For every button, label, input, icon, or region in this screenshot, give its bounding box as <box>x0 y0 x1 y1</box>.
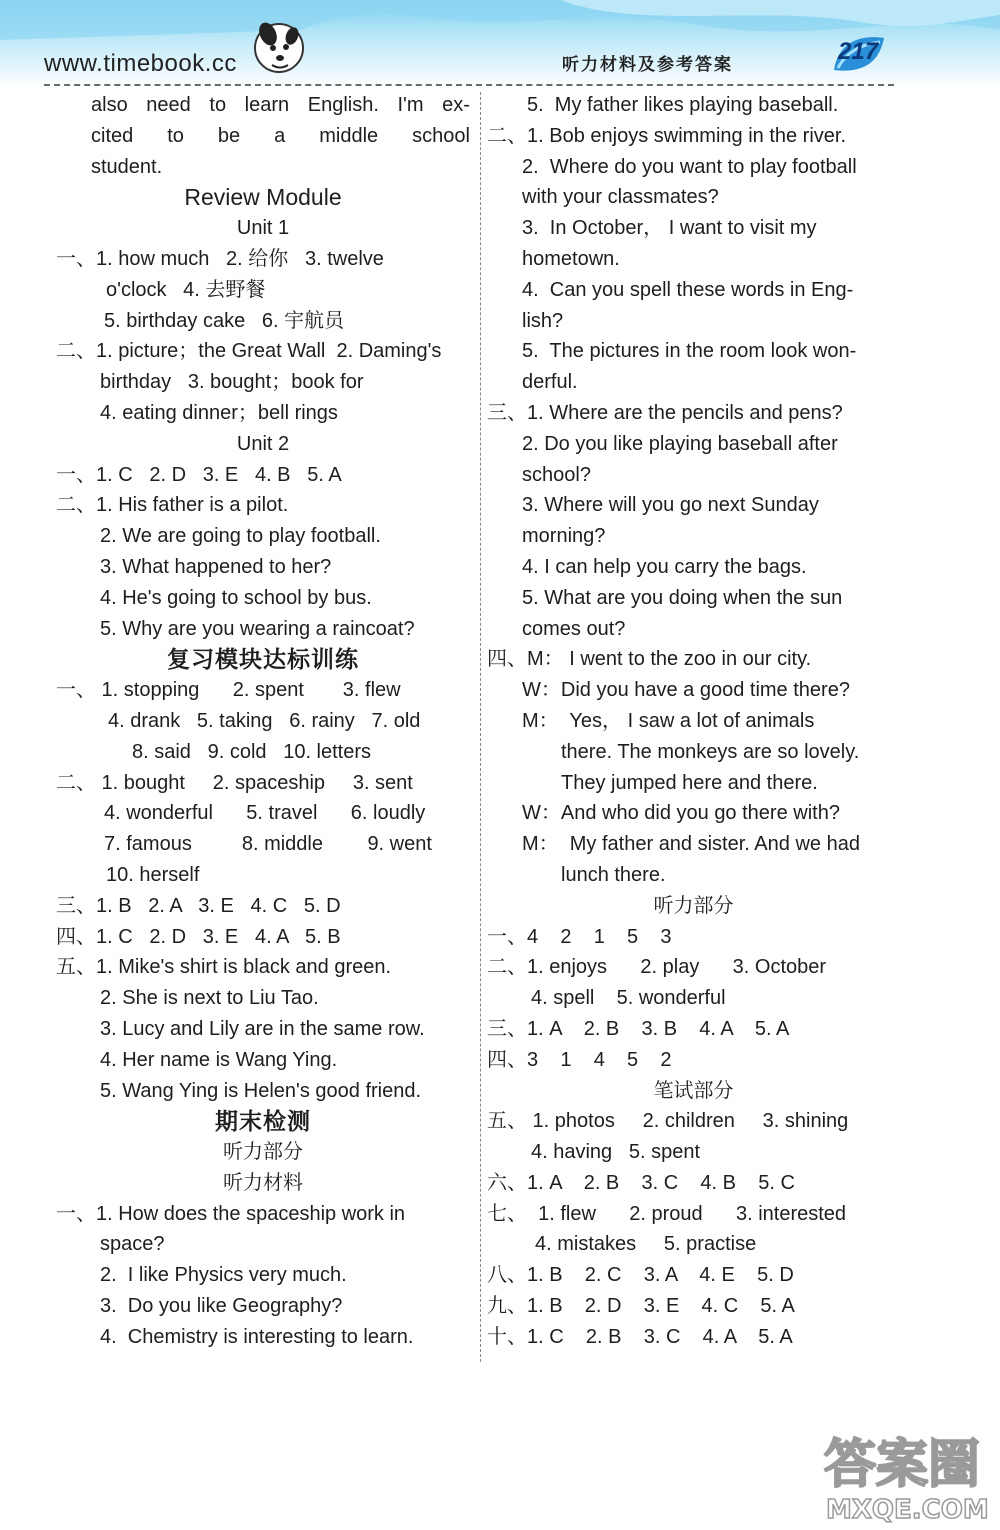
answer-line: 2. I like Physics very much. <box>100 1264 347 1287</box>
text-line: 二、1. Bob enjoys swimming in the river. <box>487 124 847 147</box>
text-line: lish? <box>522 309 564 332</box>
unit1-label: Unit 1 <box>236 217 290 240</box>
answer-line: 4. He's going to school by bus. <box>100 586 372 609</box>
text-line: student. <box>91 155 163 178</box>
header-divider <box>44 84 894 86</box>
answer-line: 8. said 9. cold 10. letters <box>132 740 372 763</box>
text-line: also need to learn English. I'm ex- <box>91 94 470 116</box>
text-line: 5. My father likes playing baseball. <box>527 94 839 116</box>
answer-line: 二、 1. bought 2. spaceship 3. sent <box>56 771 413 794</box>
text-line: M： Yes， I saw a lot of animals <box>522 709 815 732</box>
answer-line: birthday 3. bought；book for <box>100 371 364 394</box>
listening-part-label: 听力部分 <box>223 1141 303 1164</box>
answer-line: 4. wonderful 5. travel 6. loudly <box>104 802 426 825</box>
answer-line: 三、1. B 2. A 3. E 4. C 5. D <box>56 894 341 917</box>
answer-line: 4. mistakes 5. practise <box>535 1233 757 1256</box>
answer-line: 四、1. C 2. D 3. E 4. A 5. B <box>56 925 341 948</box>
answer-line: 4. having 5. spent <box>531 1141 701 1164</box>
answer-line: 一、 1. stopping 2. spent 3. flew <box>56 679 401 702</box>
answer-line: 八、1. B 2. C 3. A 4. E 5. D <box>487 1264 794 1287</box>
answer-line: 三、1. A 2. B 3. B 4. A 5. A <box>487 1017 790 1040</box>
answer-line: 二、1. His father is a pilot. <box>56 494 289 517</box>
text-line: They jumped here and there. <box>561 771 818 794</box>
answer-line: 四、3 1 4 5 2 <box>487 1048 672 1071</box>
answer-line: 一、1. how much 2. 给你 3. twelve <box>56 247 384 270</box>
text-line: M： My father and sister. And we had <box>522 833 860 856</box>
answer-line: 3. Do you like Geography? <box>100 1295 343 1318</box>
text-line: 4. Can you spell these words in Eng- <box>522 278 854 301</box>
written-part-label: 笔试部分 <box>653 1079 734 1102</box>
text-line: derful. <box>522 371 578 394</box>
answer-line: 2. She is next to Liu Tao. <box>100 987 319 1010</box>
right-column <box>487 90 900 1353</box>
section-label: 听力材料及参考答案 <box>562 55 733 74</box>
answer-line: 五、 1. photos 2. children 3. shining <box>487 1110 849 1133</box>
site-url: www.timebook.cc <box>44 50 237 77</box>
answer-line: 4. Her name is Wang Ying. <box>100 1048 338 1071</box>
answer-line: 4. spell 5. wonderful <box>531 987 726 1010</box>
answer-line: 3. What happened to her? <box>100 555 332 578</box>
answer-line: space? <box>100 1233 165 1256</box>
text-line: comes out? <box>522 617 626 640</box>
review-module-title: Review Module <box>184 184 342 211</box>
answer-line: 3. Lucy and Lily are in the same row. <box>100 1017 425 1040</box>
page-header <box>0 0 1000 88</box>
text-line: 3. In October， I want to visit my <box>522 217 817 240</box>
text-line: 4. I can help you carry the bags. <box>522 555 807 578</box>
watermark-text: 答案圈 <box>824 1435 981 1495</box>
text-line: W：Did you have a good time there? <box>522 679 850 702</box>
answer-line: 一、1. C 2. D 3. E 4. B 5. A <box>56 463 342 486</box>
text-line: 5. The pictures in the room look won- <box>522 340 857 363</box>
text-line: morning? <box>522 525 606 548</box>
answer-line: 五、1. Mike's shirt is black and green. <box>56 956 392 979</box>
answer-line: 十、1. C 2. B 3. C 4. A 5. A <box>487 1325 793 1348</box>
unit2-label: Unit 2 <box>236 432 290 455</box>
text-line: hometown. <box>522 247 620 270</box>
answer-line: 5. Why are you wearing a raincoat? <box>100 617 415 640</box>
text-line: there. The monkeys are so lovely. <box>561 740 860 763</box>
left-column <box>56 90 470 1353</box>
answer-line: 4. drank 5. taking 6. rainy 7. old <box>108 709 421 732</box>
answer-line: 二、1. enjoys 2. play 3. October <box>487 956 827 979</box>
dog-mascot-icon <box>246 18 312 80</box>
text-line: 四、M： I went to the zoo in our city. <box>487 648 812 671</box>
listening-material-label: 听力材料 <box>223 1171 303 1194</box>
training-title: 复习模块达标训练 <box>167 646 359 673</box>
answer-line: 一、1. How does the spaceship work in <box>56 1202 406 1225</box>
text-line: 2. Where do you want to play football <box>522 155 857 178</box>
text-line: W：And who did you go there with? <box>522 802 840 825</box>
answer-line: o'clock 4. 去野餐 <box>106 278 266 301</box>
text-line: 3. Where will you go next Sunday <box>522 494 819 517</box>
answer-line: 4. eating dinner；bell rings <box>100 401 338 424</box>
answer-line: 六、1. A 2. B 3. C 4. B 5. C <box>487 1171 795 1194</box>
column-divider <box>480 92 481 1362</box>
answer-line: 4. Chemistry is interesting to learn. <box>100 1325 414 1348</box>
listening-part-label: 听力部分 <box>653 894 734 917</box>
text-line: school? <box>522 463 591 486</box>
answer-line: 2. We are going to play football. <box>100 525 381 548</box>
answer-line: 二、1. picture；the Great Wall 2. Daming's <box>56 340 442 363</box>
answer-line: 5. birthday cake 6. 宇航员 <box>104 309 345 332</box>
text-line: 三、1. Where are the pencils and pens? <box>487 401 843 424</box>
text-line: 5. What are you doing when the sun <box>522 586 843 609</box>
watermark-url: MXQE.COM <box>826 1495 989 1524</box>
answer-line: 一、4 2 1 5 3 <box>487 925 672 948</box>
page-number: 217 <box>838 38 879 65</box>
answer-line: 七、 1. flew 2. proud 3. interested <box>487 1202 847 1225</box>
watermark-logo <box>820 1420 995 1524</box>
answer-line: 7. famous 8. middle 9. went <box>104 833 432 856</box>
answer-line: 5. Wang Ying is Helen's good friend. <box>100 1079 422 1102</box>
answer-line: 九、1. B 2. D 3. E 4. C 5. A <box>487 1295 795 1318</box>
text-line: cited to be a middle school <box>91 124 470 147</box>
answer-line: 10. herself <box>106 863 200 886</box>
text-line: 2. Do you like playing baseball after <box>522 432 838 455</box>
text-line: lunch there. <box>561 863 666 886</box>
text-line: with your classmates? <box>522 186 719 209</box>
final-test-title: 期末检测 <box>215 1108 311 1135</box>
